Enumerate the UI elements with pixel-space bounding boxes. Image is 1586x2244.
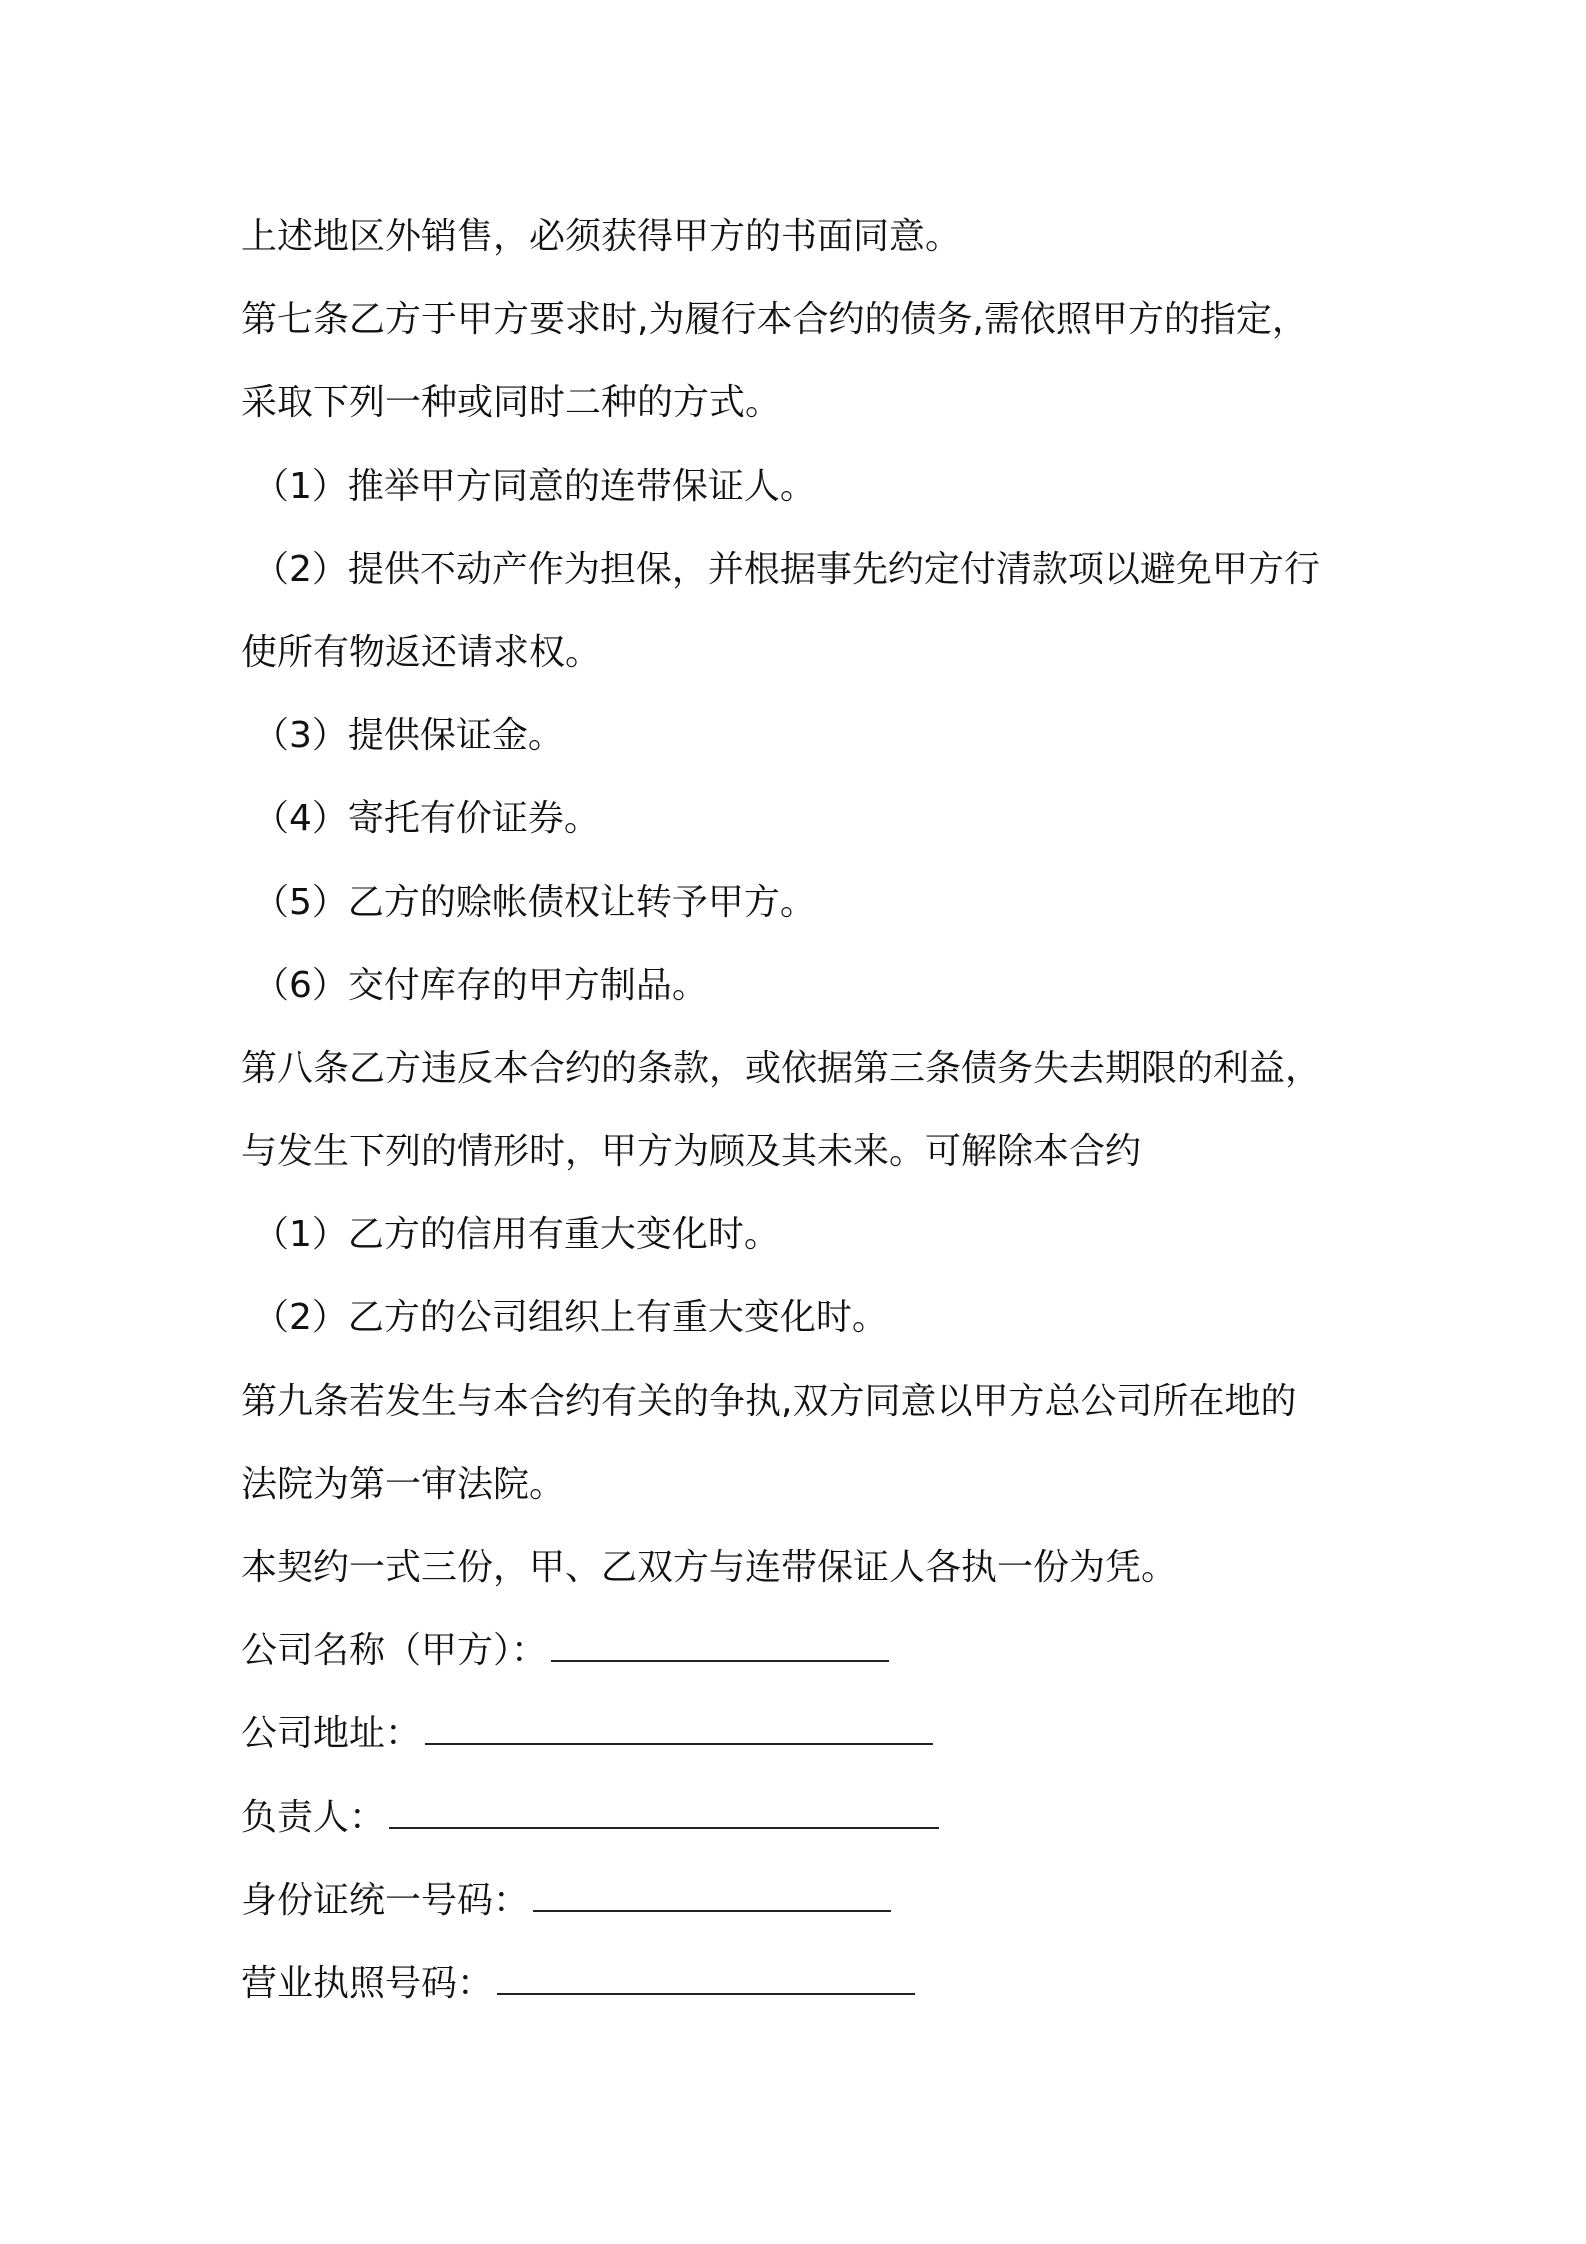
fill-in-blank (497, 1961, 915, 1995)
list-item: （5）乙方的赊帐债权让转予甲方。 (253, 881, 816, 923)
article-eight-line-2: 与发生下列的情形时，甲方为顾及其未来。可解除本合约 (241, 1131, 1142, 1173)
field-company-address (241, 1692, 1361, 1775)
field-responsible-person (241, 1776, 1361, 1859)
fill-in-blank (533, 1878, 891, 1912)
document-body (241, 195, 1361, 2025)
list-item: （4）寄托有价证券。 (253, 798, 600, 840)
list-item: （2）提供不动产作为担保，并根据事先约定付清款项以避免甲方行 (253, 548, 1320, 590)
field-business-license (241, 1942, 1361, 2025)
list-item: （6）交付库存的甲方制品。 (253, 964, 708, 1006)
list-item: （2）乙方的公司组织上有重大变化时。 (253, 1297, 888, 1339)
list-item-continuation: 使所有物返还请求权。 (241, 631, 602, 673)
list-item: （1）推举甲方同意的连带保证人。 (253, 465, 816, 507)
field-label: 身份证统一号码： (241, 1879, 530, 1921)
article-nine-line-2: 法院为第一审法院。 (241, 1463, 566, 1505)
list-item: （3）提供保证金。 (253, 715, 564, 757)
article-nine-line-1: 第九条若发生与本合约有关的争执,双方同意以甲方总公司所在地的 (241, 1380, 1297, 1422)
field-label: 公司地址： (241, 1713, 422, 1755)
article-seven-line-2: 采取下列一种或同时二种的方式。 (241, 382, 782, 424)
field-company-name (241, 1609, 1361, 1692)
field-id-number (241, 1859, 1361, 1942)
paragraph-line: 上述地区外销售，必须获得甲方的书面同意。 (241, 216, 962, 257)
fill-in-blank (551, 1628, 889, 1662)
copies-statement: 本契约一式三份，甲、乙双方与连带保证人各执一份为凭。 (241, 1547, 1178, 1588)
article-seven-line-1: 第七条乙方于甲方要求时,为履行本合约的债务,需依照甲方的指定， (241, 299, 1308, 341)
field-label: 公司名称（甲方）： (241, 1630, 548, 1672)
article-eight-line-1: 第八条乙方违反本合约的条款，或依据第三条债务失去期限的利益， (241, 1047, 1322, 1089)
field-label: 负责人： (241, 1796, 386, 1838)
list-item: （1）乙方的信用有重大变化时。 (253, 1214, 780, 1256)
fill-in-blank (389, 1795, 939, 1829)
fill-in-blank (425, 1711, 933, 1745)
field-label: 营业执照号码： (241, 1962, 494, 2004)
